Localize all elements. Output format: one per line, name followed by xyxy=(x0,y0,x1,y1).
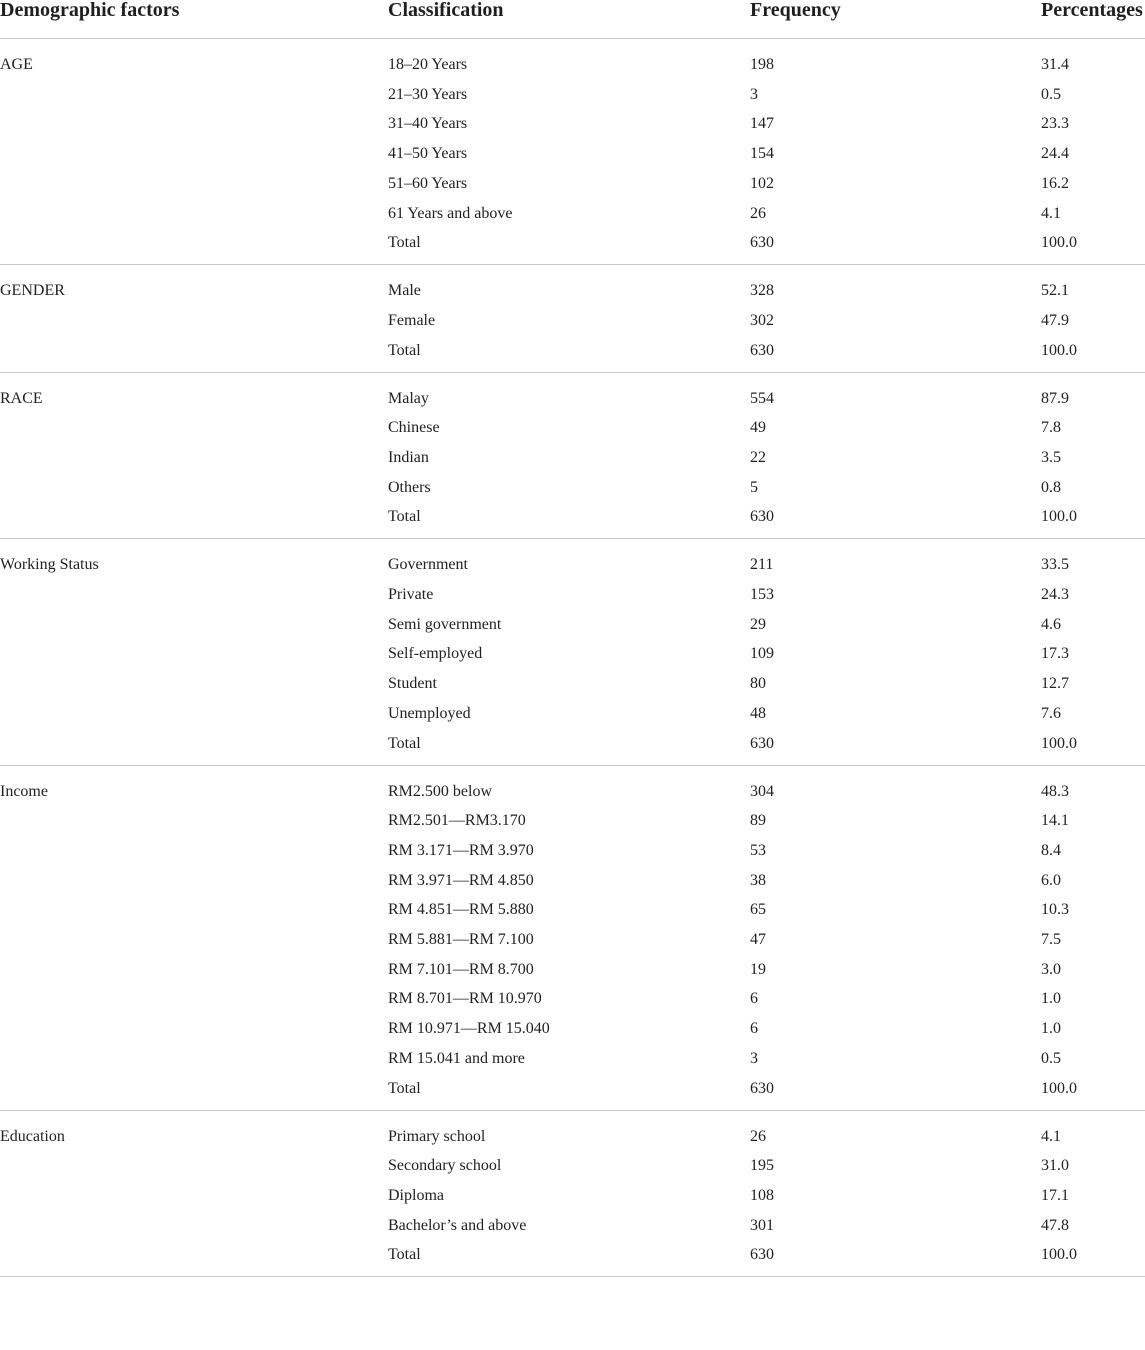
frequency-cell: 630 xyxy=(750,508,774,526)
percentage-cell: 31.0 xyxy=(1041,1157,1069,1175)
classification-cell: Total xyxy=(388,341,421,359)
classification-cell: 41–50 Years xyxy=(388,145,468,163)
percentage-cell: 24.3 xyxy=(1041,586,1069,604)
frequency-cell: 328 xyxy=(750,282,774,300)
percentage-cell: 0.8 xyxy=(1041,478,1061,496)
frequency-cell: 211 xyxy=(750,556,774,574)
table-row xyxy=(0,782,1145,802)
classification-cell: Chinese xyxy=(388,419,440,437)
percentage-cell: 47.9 xyxy=(1041,311,1069,329)
table-row xyxy=(0,448,1145,468)
frequency-cell: 38 xyxy=(750,871,766,889)
frequency-cell: 554 xyxy=(750,389,774,407)
frequency-cell: 22 xyxy=(750,448,766,466)
classification-cell: RM2.501—RM3.170 xyxy=(388,812,526,830)
frequency-cell: 630 xyxy=(750,1246,774,1264)
classification-cell: RM2.500 below xyxy=(388,782,492,800)
classification-cell: Primary school xyxy=(388,1127,486,1145)
frequency-cell: 109 xyxy=(750,645,774,663)
percentage-cell: 47.8 xyxy=(1041,1216,1069,1234)
frequency-cell: 47 xyxy=(750,931,766,949)
frequency-cell: 630 xyxy=(750,341,774,359)
percentage-cell: 14.1 xyxy=(1041,812,1069,830)
table-row xyxy=(0,811,1145,831)
column-header-frequency: Frequency xyxy=(750,0,841,21)
percentage-cell: 23.3 xyxy=(1041,115,1069,133)
table-row xyxy=(0,144,1145,164)
classification-cell: 51–60 Years xyxy=(388,174,468,192)
percentage-cell: 100.0 xyxy=(1041,234,1077,252)
frequency-cell: 301 xyxy=(750,1216,774,1234)
frequency-cell: 89 xyxy=(750,812,766,830)
demographic-factor: GENDER xyxy=(0,282,65,300)
column-header-demographic-factors: Demographic factors xyxy=(0,0,180,21)
frequency-cell: 6 xyxy=(750,990,758,1008)
classification-cell: Malay xyxy=(388,389,429,407)
classification-cell: Total xyxy=(388,1246,421,1264)
table-header xyxy=(0,0,1145,39)
table-row xyxy=(0,1216,1145,1236)
frequency-cell: 3 xyxy=(750,85,758,103)
factor-group xyxy=(0,264,1145,372)
classification-cell: Indian xyxy=(388,448,429,466)
percentage-cell: 24.4 xyxy=(1041,145,1069,163)
demographic-factor: Income xyxy=(0,782,48,800)
classification-cell: Total xyxy=(388,508,421,526)
table-row xyxy=(0,233,1145,253)
table-row xyxy=(0,281,1145,301)
table-row xyxy=(0,734,1145,754)
table-row xyxy=(0,1245,1145,1265)
column-header-percentages: Percentages xyxy=(1041,0,1143,21)
percentage-cell: 48.3 xyxy=(1041,782,1069,800)
table-row xyxy=(0,1079,1145,1099)
percentage-cell: 12.7 xyxy=(1041,675,1069,693)
demographic-factor: AGE xyxy=(0,56,33,73)
frequency-cell: 302 xyxy=(750,311,774,329)
frequency-cell: 154 xyxy=(750,145,774,163)
classification-cell: Semi government xyxy=(388,615,502,633)
frequency-cell: 304 xyxy=(750,782,774,800)
table-row xyxy=(0,418,1145,438)
percentage-cell: 100.0 xyxy=(1041,1079,1077,1097)
percentage-cell: 7.5 xyxy=(1041,931,1061,949)
percentage-cell: 17.1 xyxy=(1041,1186,1069,1204)
frequency-cell: 53 xyxy=(750,841,766,859)
classification-cell: Self-employed xyxy=(388,645,483,663)
classification-cell: Total xyxy=(388,1079,421,1097)
table-row xyxy=(0,389,1145,409)
frequency-cell: 6 xyxy=(750,1020,758,1038)
table-row xyxy=(0,555,1145,575)
table-row xyxy=(0,644,1145,664)
classification-cell: RM 5.881—RM 7.100 xyxy=(388,931,534,949)
percentage-cell: 6.0 xyxy=(1041,871,1061,889)
factor-group xyxy=(0,372,1145,540)
table-row xyxy=(0,871,1145,891)
percentage-cell: 31.4 xyxy=(1041,56,1069,73)
classification-cell: RM 4.851—RM 5.880 xyxy=(388,901,534,919)
table-row xyxy=(0,1019,1145,1039)
classification-cell: RM 3.971—RM 4.850 xyxy=(388,871,534,889)
table-row xyxy=(0,960,1145,980)
classification-cell: Student xyxy=(388,675,437,693)
demographic-factor: RACE xyxy=(0,389,43,407)
classification-cell: RM 7.101—RM 8.700 xyxy=(388,960,534,978)
table-row xyxy=(0,341,1145,361)
classification-cell: Bachelor’s and above xyxy=(388,1216,527,1234)
frequency-cell: 195 xyxy=(750,1157,774,1175)
percentage-cell: 0.5 xyxy=(1041,85,1061,103)
percentage-cell: 0.5 xyxy=(1041,1049,1061,1067)
frequency-cell: 153 xyxy=(750,586,774,604)
percentage-cell: 10.3 xyxy=(1041,901,1069,919)
table-row xyxy=(0,85,1145,105)
table-row xyxy=(0,204,1145,224)
classification-cell: Total xyxy=(388,734,421,752)
table-row xyxy=(0,989,1145,1009)
frequency-cell: 198 xyxy=(750,56,774,73)
factor-group xyxy=(0,1110,1145,1278)
percentage-cell: 100.0 xyxy=(1041,341,1077,359)
table-row xyxy=(0,55,1145,75)
table-row xyxy=(0,507,1145,527)
frequency-cell: 65 xyxy=(750,901,766,919)
percentage-cell: 4.1 xyxy=(1041,1127,1061,1145)
frequency-cell: 26 xyxy=(750,1127,766,1145)
column-header-classification: Classification xyxy=(388,0,504,21)
classification-cell: Male xyxy=(388,282,421,300)
classification-cell: RM 10.971—RM 15.040 xyxy=(388,1020,550,1038)
frequency-cell: 5 xyxy=(750,478,758,496)
frequency-cell: 147 xyxy=(750,115,774,133)
factor-group xyxy=(0,765,1145,1111)
classification-cell: 18–20 Years xyxy=(388,56,468,73)
classification-cell: Secondary school xyxy=(388,1157,502,1175)
percentage-cell: 4.1 xyxy=(1041,204,1061,222)
percentage-cell: 3.0 xyxy=(1041,960,1061,978)
frequency-cell: 3 xyxy=(750,1049,758,1067)
percentage-cell: 100.0 xyxy=(1041,734,1077,752)
classification-cell: RM 8.701—RM 10.970 xyxy=(388,990,542,1008)
classification-cell: Unemployed xyxy=(388,704,471,722)
percentage-cell: 7.8 xyxy=(1041,419,1061,437)
factor-group xyxy=(0,538,1145,765)
classification-cell: RM 15.041 and more xyxy=(388,1049,525,1067)
table-row xyxy=(0,704,1145,724)
percentage-cell: 4.6 xyxy=(1041,615,1061,633)
frequency-cell: 49 xyxy=(750,419,766,437)
percentage-cell: 7.6 xyxy=(1041,704,1061,722)
frequency-cell: 630 xyxy=(750,234,774,252)
table-row xyxy=(0,174,1145,194)
factor-group xyxy=(0,38,1145,265)
table-row xyxy=(0,114,1145,134)
percentage-cell: 8.4 xyxy=(1041,841,1061,859)
table-row xyxy=(0,1127,1145,1147)
percentage-cell: 52.1 xyxy=(1041,282,1069,300)
demographic-factor: Working Status xyxy=(0,556,99,574)
demographic-factor: Education xyxy=(0,1127,65,1145)
classification-cell: 21–30 Years xyxy=(388,85,468,103)
percentage-cell: 100.0 xyxy=(1041,1246,1077,1264)
table-row xyxy=(0,900,1145,920)
frequency-cell: 630 xyxy=(750,1079,774,1097)
table-row xyxy=(0,615,1145,635)
table-row xyxy=(0,478,1145,498)
table-row xyxy=(0,841,1145,861)
percentage-cell: 16.2 xyxy=(1041,174,1069,192)
frequency-cell: 48 xyxy=(750,704,766,722)
classification-cell: Female xyxy=(388,311,436,329)
classification-cell: 61 Years and above xyxy=(388,204,513,222)
frequency-cell: 19 xyxy=(750,960,766,978)
classification-cell: Others xyxy=(388,478,431,496)
table-row xyxy=(0,1186,1145,1206)
table-row xyxy=(0,930,1145,950)
percentage-cell: 3.5 xyxy=(1041,448,1061,466)
percentage-cell: 1.0 xyxy=(1041,1020,1061,1038)
classification-cell: Diploma xyxy=(388,1186,444,1204)
percentage-cell: 33.5 xyxy=(1041,556,1069,574)
frequency-cell: 80 xyxy=(750,675,766,693)
percentage-cell: 1.0 xyxy=(1041,990,1061,1008)
table-row xyxy=(0,311,1145,331)
percentage-cell: 87.9 xyxy=(1041,389,1069,407)
table-row xyxy=(0,585,1145,605)
frequency-cell: 108 xyxy=(750,1186,774,1204)
frequency-cell: 630 xyxy=(750,734,774,752)
table-row xyxy=(0,674,1145,694)
percentage-cell: 17.3 xyxy=(1041,645,1069,663)
classification-cell: Government xyxy=(388,556,468,574)
frequency-cell: 29 xyxy=(750,615,766,633)
classification-cell: Total xyxy=(388,234,421,252)
classification-cell: Private xyxy=(388,586,434,604)
table-row xyxy=(0,1156,1145,1176)
frequency-cell: 102 xyxy=(750,174,774,192)
table-row xyxy=(0,1049,1145,1069)
percentage-cell: 100.0 xyxy=(1041,508,1077,526)
classification-cell: RM 3.171—RM 3.970 xyxy=(388,841,534,859)
classification-cell: 31–40 Years xyxy=(388,115,468,133)
frequency-cell: 26 xyxy=(750,204,766,222)
